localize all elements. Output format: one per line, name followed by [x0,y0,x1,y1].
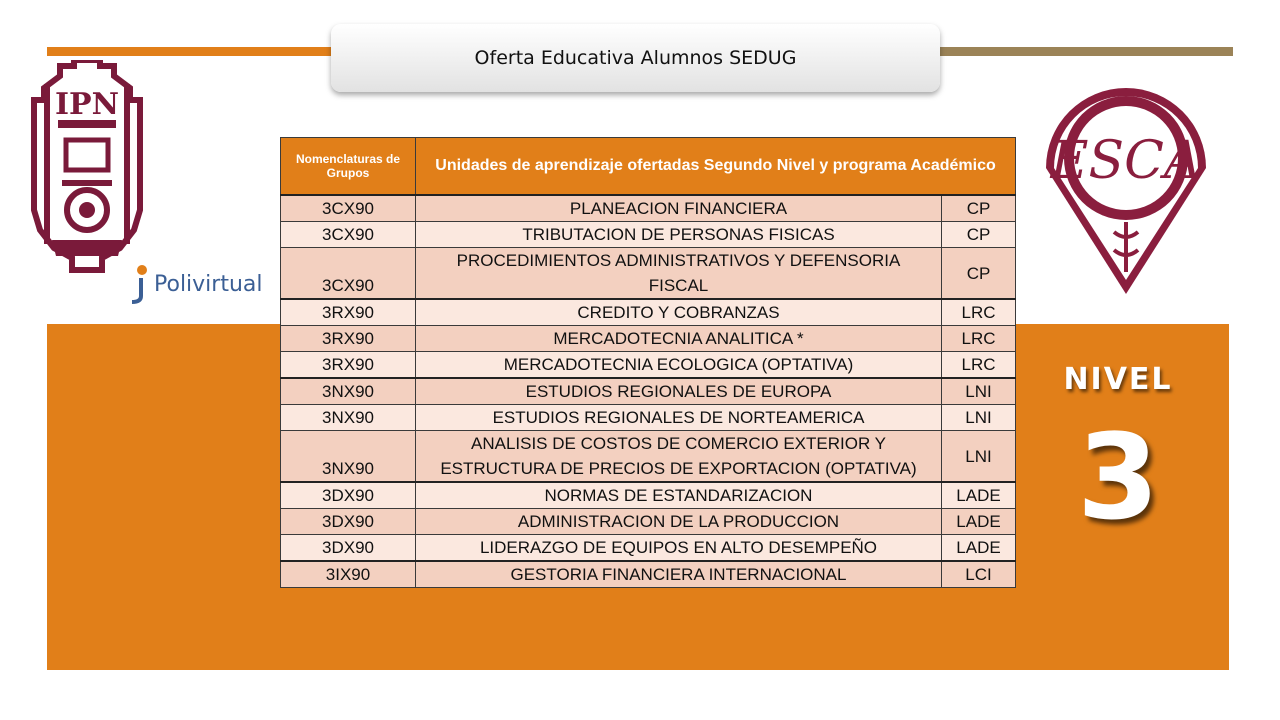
subject-name: MERCADOTECNIA ECOLOGICA (OPTATIVA) [416,352,942,379]
program-code: CP [942,222,1016,248]
program-code: LRC [942,299,1016,326]
subject-name: PLANEACION FINANCIERA [416,195,942,222]
table-row [281,299,1016,326]
orange-rule [47,47,332,56]
table-row [281,535,1016,562]
polivirtual-logo [128,262,273,306]
level-number: 3 [1076,408,1160,546]
group-code: 3DX90 [281,509,416,535]
polivirtual-mark-icon [128,264,150,304]
header-subject: Unidades de aprendizaje ofertadas Segundo Nivel y programa Académico [416,138,1016,196]
group-code: 3CX90 [281,248,416,300]
group-code: 3RX90 [281,299,416,326]
header-group: Nomenclaturas de Grupos [281,138,416,196]
program-code: LRC [942,326,1016,352]
slide-title: Oferta Educativa Alumnos SEDUG [331,24,940,92]
table-row [281,378,1016,405]
group-code: 3NX90 [281,405,416,431]
program-code: CP [942,248,1016,300]
table-row [281,509,1016,535]
group-code: 3RX90 [281,326,416,352]
group-code: 3CX90 [281,195,416,222]
polivirtual-text: Polivirtual [154,271,263,297]
program-code: LRC [942,352,1016,379]
subject-name: LIDERAZGO DE EQUIPOS EN ALTO DESEMPEÑO [416,535,942,562]
courses-table [280,137,1016,588]
group-code: 3IX90 [281,561,416,588]
group-code: 3DX90 [281,482,416,509]
program-code: LADE [942,509,1016,535]
subject-name: NORMAS DE ESTANDARIZACION [416,482,942,509]
table-row [281,405,1016,431]
program-code: LNI [942,431,1016,483]
program-code: LADE [942,482,1016,509]
subject-name: ESTUDIOS REGIONALES DE EUROPA [416,378,942,405]
table-row [281,352,1016,379]
subject-name: CREDITO Y COBRANZAS [416,299,942,326]
group-code: 3NX90 [281,431,416,483]
subject-name: MERCADOTECNIA ANALITICA * [416,326,942,352]
table-row [281,482,1016,509]
program-code: LNI [942,405,1016,431]
subject-name: GESTORIA FINANCIERA INTERNACIONAL [416,561,942,588]
program-code: LNI [942,378,1016,405]
subject-name: ADMINISTRACION DE LA PRODUCCION [416,509,942,535]
level-label: NIVEL [1063,362,1173,397]
subject-name: TRIBUTACION DE PERSONAS FISICAS [416,222,942,248]
svg-text:ESCA: ESCA [1050,131,1202,191]
table-row [281,561,1016,588]
group-code: 3CX90 [281,222,416,248]
table-row [281,326,1016,352]
group-code: 3DX90 [281,535,416,562]
subject-name: ANALISIS DE COSTOS DE COMERCIO EXTERIOR Y ESTRUCTURA DE PRECIOS DE EXPORTACION (OPTATIVA) [416,431,942,483]
ipn-logo [22,60,152,275]
group-code: 3RX90 [281,352,416,379]
table-row [281,195,1016,222]
svg-text:IPN: IPN [54,87,120,122]
table-row [281,248,1016,300]
subject-name: ESTUDIOS REGIONALES DE NORTEAMERICA [416,405,942,431]
esca-logo [1040,82,1212,297]
table-row [281,431,1016,483]
brown-rule [940,47,1233,56]
program-code: LADE [942,535,1016,562]
table-header-row [281,138,1016,196]
table-row [281,222,1016,248]
subject-name: PROCEDIMIENTOS ADMINISTRATIVOS Y DEFENSORIA FISCAL [416,248,942,300]
program-code: CP [942,195,1016,222]
group-code: 3NX90 [281,378,416,405]
program-code: LCI [942,561,1016,588]
